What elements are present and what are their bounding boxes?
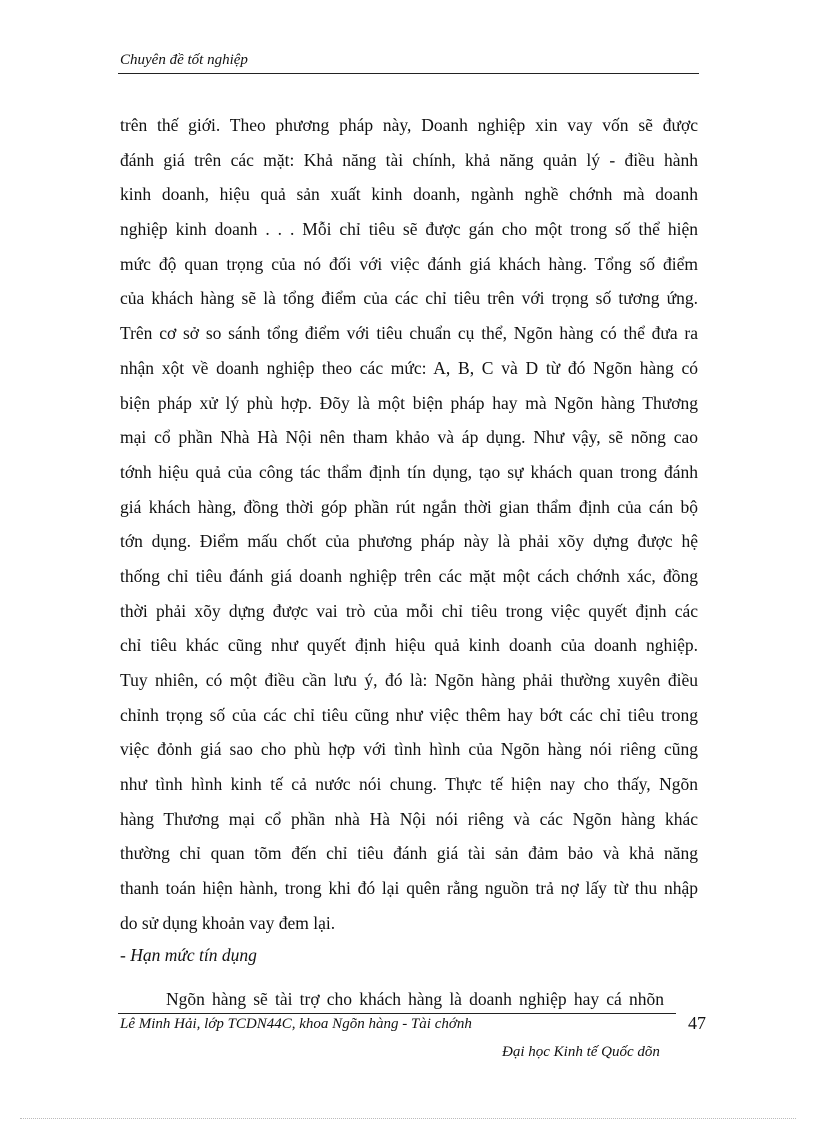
- text-line: biện pháp xử lý phù hợp. Đõy là một biện pháp hay mà Ngõn hàng Thương: [120, 392, 698, 413]
- text-line: Tuy nhiên, có một điều cần lưu ý, đó là: Ngõn hàng phải thường xuyên điều: [120, 670, 698, 690]
- text-line: thống chỉ tiêu đánh giá doanh nghiệp trên các mặt một cách chớnh xác, đồng: [120, 565, 698, 586]
- footer-author: Lê Minh Hải, lớp TCDN44C, khoa Ngõn hàng - Tài chớnh: [120, 1016, 472, 1032]
- text-line: chỉnh trọng số của các chỉ tiêu cũng như việc thêm hay bớt các chỉ tiêu trong: [120, 704, 698, 725]
- text-line: thanh toán hiện hành, trong khi đó lại quên rằng nguồn trả nợ lấy từ thu nhập: [120, 878, 698, 899]
- text-line: giá khách hàng, đồng thời góp phần rút ngắn thời gian thẩm định của cán bộ: [120, 496, 698, 517]
- paragraph-start-line: Ngõn hàng sẽ tài trợ cho khách hàng là doanh nghiệp hay cá nhõn: [166, 989, 664, 1009]
- text-line: do sử dụng khoản vay đem lại.: [120, 912, 336, 933]
- page-number: 47: [688, 1013, 706, 1033]
- section-subheading: - Hạn mức tín dụng: [120, 945, 257, 965]
- page-bottom-dotted-border: [20, 1118, 796, 1119]
- text-line: mại cổ phần Nhà Hà Nội nên tham khảo và áp dụng. Như vậy, sẽ nõng cao: [120, 427, 698, 448]
- text-line: chỉ tiêu khác cũng như quyết định hiệu quả kinh doanh của doanh nghiệp.: [120, 635, 698, 656]
- text-line: trên thế giới. Theo phương pháp này, Doanh nghiệp xin vay vốn sẽ được: [120, 115, 698, 135]
- text-line: thời phải xõy dựng được vai trò của mỗi chỉ tiêu trong việc quyết định các: [120, 600, 698, 621]
- footer-divider: [118, 1013, 676, 1014]
- page-header-title: Chuyên đề tốt nghiệp: [120, 52, 248, 68]
- text-line: tớn dụng. Điểm mấu chốt của phương pháp này là phải xõy dựng được hệ: [120, 531, 698, 552]
- text-line: đánh giá trên các mặt: Khả năng tài chính, khả năng quản lý - điều hành: [120, 149, 698, 170]
- text-line: mức độ quan trọng của nó đối với việc đánh giá khách hàng. Tổng số điểm: [120, 253, 698, 274]
- text-line: của khách hàng sẽ là tổng điểm của các chỉ tiêu trên với trọng số tương ứng.: [120, 288, 698, 309]
- text-line: như tình hình kinh tế cả nước nói chung. Thực tế hiện nay cho thấy, Ngõn: [120, 774, 698, 795]
- body-text: [120, 108, 698, 941]
- text-line: hàng Thương mại cổ phần nhà Hà Nội nói riêng và các Ngõn hàng khác: [120, 808, 698, 829]
- text-line: việc đỏnh giá sao cho phù hợp với tình hình của Ngõn hàng nói riêng cũng: [120, 739, 698, 760]
- text-line: Trên cơ sở so sánh tổng điểm với tiêu chuẩn cụ thể, Ngõn hàng có thể đưa ra: [120, 323, 698, 344]
- text-line: kinh doanh, hiệu quả sản xuất kinh doanh, ngành nghề chớnh mà doanh: [120, 184, 698, 205]
- text-line: nghiệp kinh doanh . . . Mỗi chỉ tiêu sẽ được gán cho một trong số thể hiện: [120, 219, 698, 240]
- footer-university: Đại học Kinh tế Quốc dõn: [502, 1044, 660, 1060]
- text-line: thường chỉ quan tõm đến chỉ tiêu đánh giá tài sản đảm bảo và khả năng: [120, 843, 698, 864]
- text-line: nhận xột về doanh nghiệp theo các mức: A, B, C và D từ đó Ngõn hàng có: [120, 357, 698, 378]
- text-line: tớnh hiệu quả của công tác thẩm định tín dụng, tạo sự khách quan trong đánh: [120, 461, 698, 482]
- header-divider: [118, 73, 699, 74]
